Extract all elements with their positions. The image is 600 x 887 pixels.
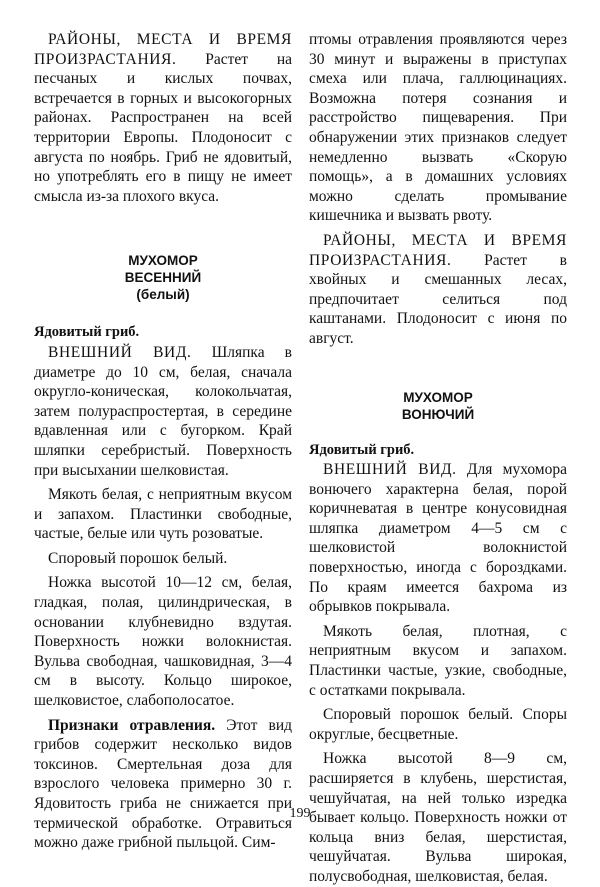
flesh-paragraph: Мякоть белая, с неприятным вкусом и запахом. Пластинки свободные, частые, белые или чуть розоватые. — [34, 486, 292, 543]
symptoms-paragraph — [34, 716, 292, 853]
species-title-block — [309, 389, 567, 423]
species-title: ВЕСЕННИЙ — [124, 270, 202, 286]
species-title: МУХОМОР — [128, 253, 198, 269]
appearance-paragraph — [34, 343, 292, 480]
stem-paragraph: Ножка высотой 8—9 см, расширяется в клубень, шерстистая, чешуйчатая, на ней только изредка бывает кольцо. Поверхность ножки от кольца вниз белая, шерстистая, чешуйчатая. Вульва широкая, полусвободная, шелковистая, белая. — [309, 750, 567, 885]
spore-paragraph: Споровый порошок белый. — [48, 549, 228, 567]
species-subtitle: (белый) — [136, 287, 190, 303]
region-text: Растет в хвойных и смешанных лесах, предпочитает селиться под каштанами. Плодоносит с июня по август. — [309, 251, 567, 347]
toxicity-note: Ядовитый гриб. — [309, 441, 415, 458]
section-label: ВНЕШНИЙ ВИД. — [48, 343, 192, 361]
section-label: РАЙОНЫ, МЕСТА И ВРЕМЯ ПРОИЗРАСТАНИЯ. — [34, 31, 292, 68]
region-paragraph — [309, 231, 567, 349]
appearance-text: Шляпка в диаметре до 10 см, белая, сначала округло-коническая, колокольчатая, затем полураспростертая, в середине вдавленная или с бугорком. Край шляпки серебристый. Поверхность при высыхании шелковистая. — [34, 343, 292, 479]
species-title-block — [34, 252, 292, 303]
flesh-paragraph: Мякоть белая, плотная, с неприятным вкусом и запахом. Пластинки частые, узкие, свободные, с остатками покрывала. — [309, 622, 567, 699]
spore-paragraph: Споровый порошок белый. Споры округлые, бесцветные. — [309, 706, 567, 743]
appearance-paragraph — [309, 460, 567, 617]
intro-text: Растет на песчаных и кислых почвах, встречается в горных и высокогорных районах. Распространен на всей территории Европы. Плодоносит с августа по ноябрь. Гриб не ядовитый, но употреблять его в пищу не имеет смысла из-за плохого вкуса. — [34, 50, 292, 205]
left-column — [34, 30, 292, 853]
species-title: ВОНЮЧИЙ — [401, 406, 475, 422]
section-label: Признаки отравления. — [48, 716, 216, 734]
appearance-text: Для мухомора вонючего характерна белая, порой коричневатая в центре конусовидная шляпка диаметром 4—5 см с шелковистой волокнистой поверхностью, иногда с бороздками. По краям имеется бахрома из обрывков покрывала. — [309, 461, 567, 616]
page-number: 199 — [289, 806, 311, 821]
species-title: МУХОМОР — [403, 389, 473, 405]
section-label: ВНЕШНИЙ ВИД. — [323, 461, 457, 479]
symptoms-continued: птомы отравления проявляются через 30 минут и выражены в приступах смеха или плача, галлюцинациях. Возможна потеря сознания и расстройство пищеварения. При обнаружении этих признаков следует немедленно вызвать «Скорую помощь», а в домашних условиях можно сделать промывание кишечника и вызвать рвоту. — [309, 31, 567, 225]
right-column — [309, 30, 567, 887]
section-label: РАЙОНЫ, МЕСТА И ВРЕМЯ ПРОИЗРАСТАНИЯ. — [309, 231, 567, 269]
stem-paragraph: Ножка высотой 10—12 см, белая, гладкая, полая, цилиндрическая, в основании клубневидно вздутая. Поверхность ножки волокнистая. Вульва свободная, чашковидная, 3—4 см в высоту. Кольцо широкое, шелковистое, слабополосатое. — [34, 574, 292, 710]
intro-paragraph — [34, 30, 292, 206]
toxicity-note: Ядовитый гриб. — [34, 324, 140, 341]
symptoms-text: Этот вид грибов содержит несколько видов токсинов. Смертельная доза для взрослого человека примерно 30 г. Ядовитость гриба не снижается при термической обработке. Отравиться можно даже грибной пыльцой. Сим- — [34, 716, 293, 852]
